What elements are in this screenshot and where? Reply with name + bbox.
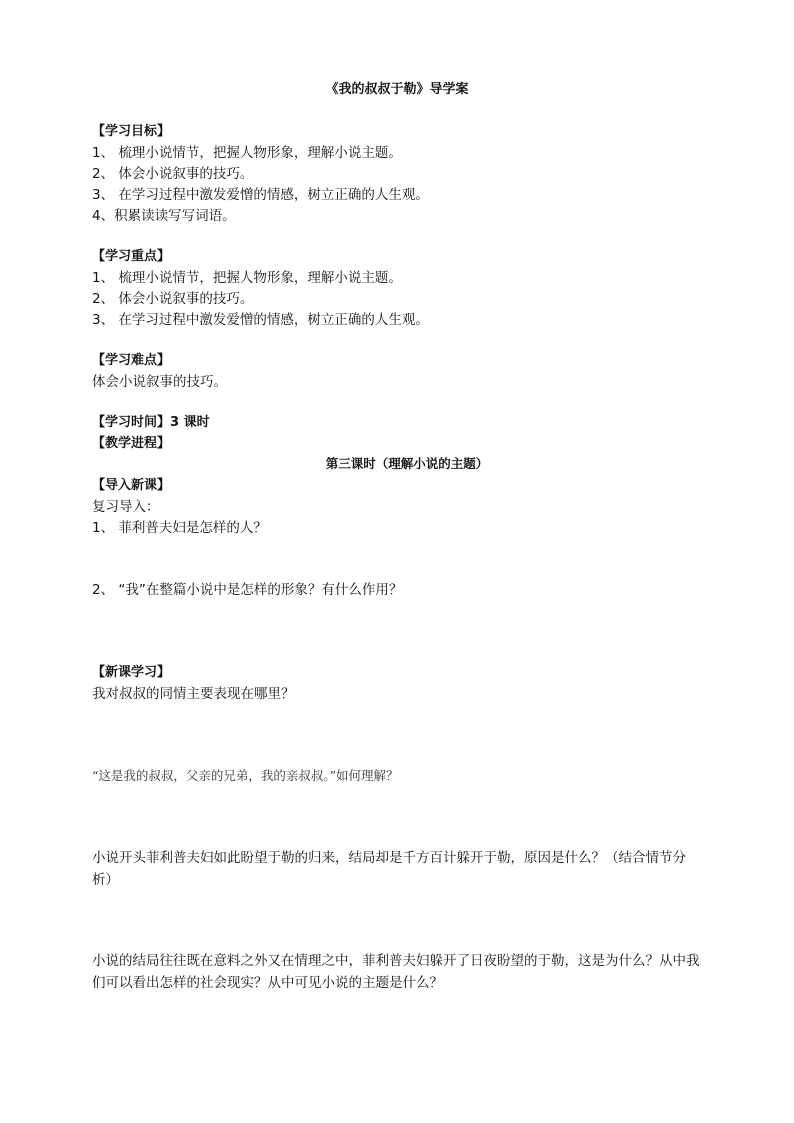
key-point-item: 3、 在学习过程中激发爱憎的情感，树立正确的人生观。 [92, 312, 429, 328]
key-points-heading: 【学习重点】 [92, 249, 171, 264]
objectives-heading: 【学习目标】 [92, 124, 171, 139]
key-point-item: 2、 体会小说叙事的技巧。 [92, 291, 254, 307]
objective-item: 1、 梳理小说情节，把握人物形象，理解小说主题。 [92, 145, 402, 161]
lesson-title: 第三课时（理解小说的主题） [325, 456, 489, 471]
key-point-item: 1、 梳理小说情节，把握人物形象，理解小说主题。 [92, 270, 402, 286]
intro-heading: 【导入新课】 [92, 478, 171, 493]
lesson-question: “这是我的叔叔，父亲的兄弟，我的亲叔叔。”如何理解？ [92, 768, 399, 783]
process-heading: 【教学进程】 [92, 436, 171, 451]
document-title: 《我的叔叔于勒》导学案 [325, 82, 469, 97]
time-heading: 【学习时间】3 课时 [92, 415, 210, 430]
objective-item: 3、 在学习过程中激发爱憎的情感，树立正确的人生观。 [92, 187, 429, 203]
intro-question: 2、 “我”在整篇小说中是怎样的形象？有什么作用？ [92, 582, 403, 598]
intro-question: 1、 菲利普夫妇是怎样的人？ [92, 520, 267, 536]
objective-item: 4、积累读读写写词语。 [92, 208, 236, 224]
difficulty-text: 体会小说叙事的技巧。 [92, 374, 227, 390]
lesson-question: 我对叔叔的同情主要表现在哪里？ [92, 686, 295, 702]
intro-lead: 复习导入： [92, 499, 160, 515]
objective-item: 2、 体会小说叙事的技巧。 [92, 166, 254, 182]
new-lesson-heading: 【新课学习】 [92, 665, 171, 680]
difficulty-heading: 【学习难点】 [92, 353, 171, 368]
lesson-question: 小说的结局往往既在意料之外又在情理之中，菲利普夫妇躲开了日夜盼望的于勒，这是为什么？从中我们可以看出怎样的社会现实？从中可见小说的主题是什么？ [92, 953, 700, 991]
lesson-question: 小说开头菲利普夫妇如此盼望于勒的归来，结局却是千方百计躲开于勒，原因是什么？（结合情节分析） [92, 850, 686, 888]
